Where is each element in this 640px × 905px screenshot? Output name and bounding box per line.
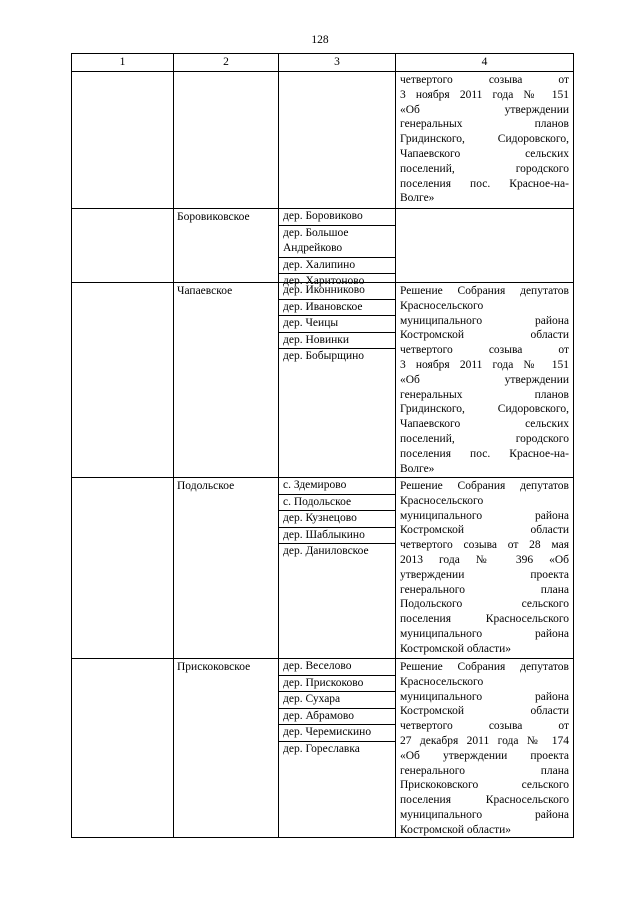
- decision-line: муниципального района: [400, 314, 569, 327]
- page-number: 128: [311, 34, 329, 46]
- villages-cell: [279, 659, 396, 837]
- decision-line: Чапаевского сельских: [400, 147, 569, 160]
- decision-line: генерального плана: [400, 583, 569, 596]
- villages-cell: [279, 283, 396, 477]
- village-item: дер. Боровиково: [279, 209, 395, 226]
- municipality-cell: [72, 478, 174, 658]
- decision-line: Решение Собрания депутатов: [400, 285, 569, 297]
- decision-line: Решение Собрания депутатов: [400, 480, 569, 492]
- decision-line: муниципального района: [400, 509, 569, 522]
- column-header-2: 2: [174, 54, 279, 71]
- village-item: дер. Иконниково: [279, 283, 395, 300]
- decision-line: Гридинского, Сидоровского,: [400, 133, 569, 146]
- municipality-cell: [72, 283, 174, 477]
- decision-line: Волге»: [400, 192, 435, 205]
- decision-line: муниципального района: [400, 690, 569, 703]
- decision-line: «Об утверждении проекта: [400, 749, 569, 762]
- village-item: дер. Даниловское: [283, 545, 369, 557]
- settlement-cell: [174, 72, 279, 208]
- decision-line: муниципального района: [400, 627, 569, 640]
- village-item: дер. Новинки: [279, 333, 395, 350]
- municipality-cell: [72, 659, 174, 837]
- villages-cell: [279, 478, 396, 658]
- decision-line: Гридинского, Сидоровского,: [400, 403, 569, 416]
- decision-line: «Об утверждении: [400, 103, 569, 116]
- column-header-1: 1: [72, 54, 174, 71]
- decision-line: Костромской области»: [400, 823, 512, 836]
- decision-line: Красносельского: [400, 494, 484, 507]
- settlements-table: [71, 53, 574, 838]
- decision-cell: [396, 283, 573, 477]
- villages-cell: [279, 209, 396, 287]
- settlement-cell: Прискоковское: [174, 659, 279, 837]
- decision-line: Подольского сельского: [400, 598, 569, 611]
- decision-line: поселения пос. Красное-на-: [400, 447, 569, 460]
- decision-line: Костромской области: [400, 705, 569, 718]
- decision-line: поселения Красносельского: [400, 794, 569, 807]
- table-header-row: [72, 54, 573, 72]
- decision-line: 3 ноября 2011 года № 151: [400, 358, 569, 371]
- decision-line: 2013 года № 396 «Об: [400, 553, 569, 566]
- decision-line: Решение Собрания депутатов: [400, 661, 569, 673]
- decision-line: Красносельского: [400, 299, 484, 312]
- village-item: с. Подольское: [279, 495, 395, 512]
- table-row: [72, 659, 573, 837]
- decision-line: Костромской области: [400, 329, 569, 342]
- village-item: дер. Харитоново: [283, 275, 365, 287]
- village-item: с. Здемирово: [279, 478, 395, 495]
- decision-line: Волге»: [400, 462, 435, 475]
- table-row: [72, 283, 573, 478]
- decision-line: Костромской области»: [400, 642, 512, 655]
- decision-line: генерального плана: [400, 764, 569, 777]
- decision-line: муниципального района: [400, 808, 569, 821]
- village-item: дер. Большое Андрейково: [279, 226, 395, 258]
- column-header-3: 3: [279, 54, 396, 71]
- decision-line: поселений, городского: [400, 162, 569, 175]
- decision-line: поселений, городского: [400, 432, 569, 445]
- village-item: дер. Бобырщино: [283, 350, 365, 362]
- municipality-cell: [72, 209, 174, 282]
- decision-line: четвертого созыва от: [400, 720, 569, 733]
- village-item: дер. Веселово: [279, 659, 395, 676]
- decision-line: поселения Красносельского: [400, 613, 569, 626]
- decision-line: Прискоковского сельского: [400, 779, 569, 792]
- decision-line: Костромской области: [400, 524, 569, 537]
- village-item: дер. Халипино: [279, 258, 395, 275]
- village-item: дер. Черемискино: [279, 725, 395, 742]
- village-item: дер. Сухара: [279, 692, 395, 709]
- village-item: дер. Гореславка: [283, 742, 360, 755]
- villages-cell: [279, 72, 396, 208]
- table-row: [72, 209, 573, 287]
- village-item: дер. Прискоково: [279, 676, 395, 693]
- village-item: дер. Кузнецово: [279, 511, 395, 528]
- decision-line: 3 ноября 2011 года № 151: [400, 88, 569, 101]
- decision-cell: [396, 659, 573, 837]
- decision-line: утверждении проекта: [400, 568, 569, 581]
- decision-line: четвертого созыва от: [400, 344, 569, 357]
- decision-line: четвертого созыва от: [400, 74, 569, 86]
- village-item: дер. Ивановское: [279, 300, 395, 317]
- decision-cell: [396, 478, 573, 658]
- decision-line: поселения пос. Красное-на-: [400, 177, 569, 190]
- table-row: [72, 72, 573, 209]
- decision-line: «Об утверждении: [400, 373, 569, 386]
- decision-line: четвертого созыва от 28 мая: [400, 539, 569, 552]
- settlement-cell: Боровиковское: [174, 209, 279, 282]
- decision-line: 27 декабря 2011 года № 174: [400, 734, 569, 747]
- decision-line: Чапаевского сельских: [400, 418, 569, 431]
- village-item: дер. Шаблыкино: [279, 528, 395, 545]
- village-item: дер. Абрамово: [279, 709, 395, 726]
- settlement-cell: Чапаевское: [174, 283, 279, 477]
- decision-cell: [396, 72, 573, 208]
- settlement-cell: Подольское: [174, 478, 279, 658]
- decision-line: Красносельского: [400, 675, 484, 688]
- column-header-4: 4: [481, 56, 488, 68]
- table-row: [72, 478, 573, 659]
- village-item: дер. Чеицы: [279, 316, 395, 333]
- decision-cell: [396, 209, 573, 282]
- decision-line: генеральных планов: [400, 388, 569, 401]
- decision-line: генеральных планов: [400, 118, 569, 131]
- municipality-cell: [72, 72, 174, 208]
